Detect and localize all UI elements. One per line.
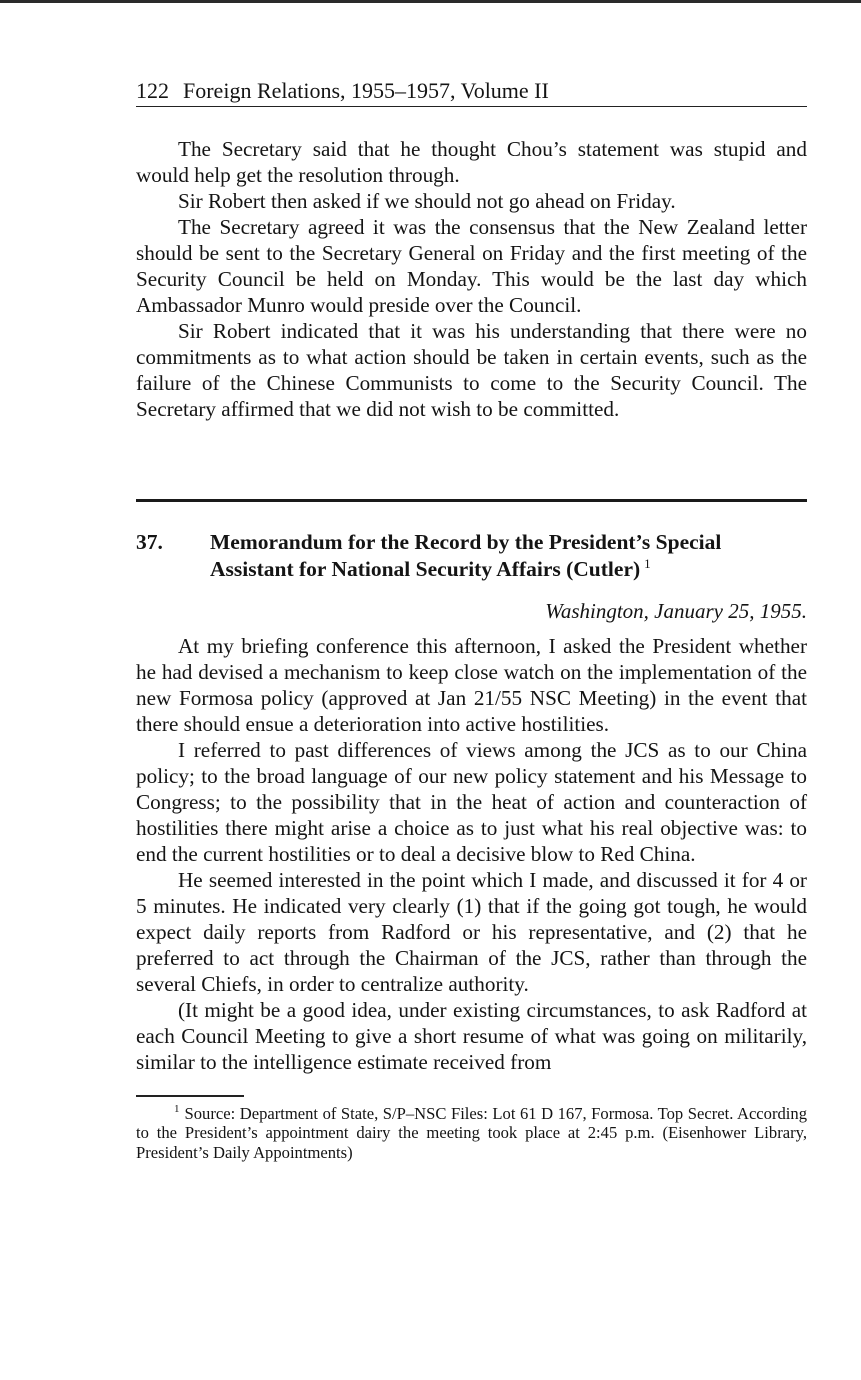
document-number: 37. <box>136 530 163 554</box>
footnote-text: Source: Department of State, S/P–NSC Files: Lot 61 D 167, Formosa. Top Secret. According to the President’s appointment dairy the meeting took place at 2:45 p.m. (Eisenhower Library, President’s Daily Appointments) <box>136 1103 807 1162</box>
running-head <box>136 78 807 107</box>
paragraph: Sir Robert then asked if we should not go ahead on Friday. <box>178 189 676 213</box>
document-title-block <box>210 529 807 583</box>
page-number: 122 <box>136 78 169 103</box>
paragraph: At my briefing conference this afternoon, I asked the President whether he had devised a mechanism to keep close watch on the implementation of the new Formosa policy (approved at Jan 21/55 NSC Meeting) in the event that there should ensue a deterioration into active hostilities. <box>136 634 807 736</box>
paragraph: I referred to past differences of views among the JCS as to our China policy; to the broad language of our new policy statement and his Message to Congress; to the possibility that in the heat of action and counteraction of hostilities there might arise a choice as to just what his real objective was: to end the current hostilities or to deal a decisive blow to Red China. <box>136 738 807 866</box>
footnote-marker: 1 <box>644 555 651 571</box>
footnote-number: 1 <box>174 1102 180 1115</box>
memorandum-body <box>136 633 807 1075</box>
page-top-border <box>0 0 861 3</box>
paragraph: Sir Robert indicated that it was his understanding that there were no commitments as to what action should be taken in certain events, such as the failure of the Chinese Communists to come to the Security Council. The Secretary affirmed that we did not wish to be committed. <box>136 319 807 421</box>
dateline: Washington, January 25, 1955. <box>545 599 807 623</box>
document-page <box>136 78 807 1162</box>
paragraph: (It might be a good idea, under existing circumstances, to ask Radford at each Council Meeting to give a short resume of what was going on militarily, similar to the intelligence estimate received from <box>136 998 807 1074</box>
footnote <box>136 1104 807 1163</box>
footnote-rule <box>136 1095 244 1097</box>
paragraph: The Secretary agreed it was the consensus that the New Zealand letter should be sent to the Secretary General on Friday and the first meeting of the Security Council be held on Monday. This would be the last day which Ambassador Munro would preside over the Council. <box>136 215 807 317</box>
volume-title: Foreign Relations, 1955–1957, Volume II <box>183 78 549 103</box>
heavy-rule <box>136 499 807 502</box>
document-heading <box>136 529 807 583</box>
section-divider <box>136 499 807 502</box>
document-title: Memorandum for the Record by the President’s Special Assistant for National Security Affairs (Cutler) <box>210 530 722 581</box>
continued-text <box>136 136 807 422</box>
paragraph: The Secretary said that he thought Chou’s statement was stupid and would help get the resolution through. <box>136 137 807 187</box>
paragraph: He seemed interested in the point which I made, and discussed it for 4 or 5 minutes. He indicated very clearly (1) that if the going got tough, he would expect daily reports from Radford or his representative, and (2) that he preferred to act through the Chairman of the JCS, rather than through the several Chiefs, in order to centralize authority. <box>136 868 807 996</box>
